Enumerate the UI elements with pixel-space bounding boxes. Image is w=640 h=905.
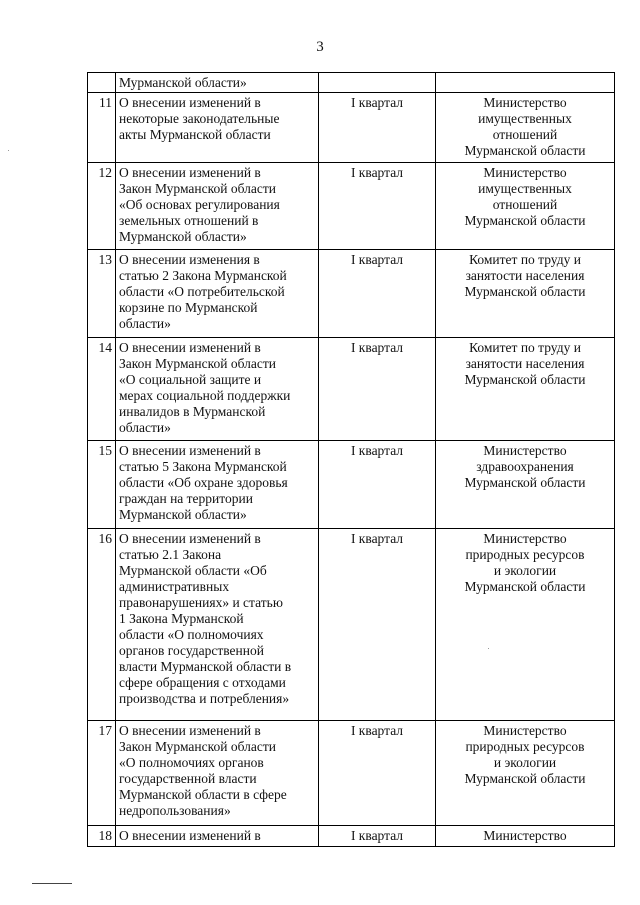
- deadline-quarter: I квартал: [319, 250, 436, 338]
- table-row: [88, 73, 615, 93]
- row-number: 17: [88, 721, 116, 826]
- scan-speck: [488, 648, 489, 649]
- row-number: 12: [88, 163, 116, 250]
- law-title: О внесении изменений в статью 5 Закона Мурманской области «Об охране здоровья граждан на территории Мурманской области»: [116, 441, 319, 529]
- law-title: Мурманской области»: [116, 73, 319, 93]
- responsible-body: Министерство имущественных отношений Мурманской области: [436, 93, 615, 163]
- deadline-quarter: I квартал: [319, 529, 436, 721]
- responsible-body: Министерство природных ресурсов и экологии Мурманской области: [436, 529, 615, 721]
- law-title: О внесении изменения в статью 2 Закона Мурманской области «О потребительской корзине по Мурманской области»: [116, 250, 319, 338]
- law-title: О внесении изменений в: [116, 826, 319, 847]
- law-title: О внесении изменений в некоторые законодательные акты Мурманской области: [116, 93, 319, 163]
- page-number: 3: [316, 39, 324, 55]
- responsible-body: Министерство здравоохранения Мурманской области: [436, 441, 615, 529]
- row-number: 16: [88, 529, 116, 721]
- table-row: [88, 93, 615, 163]
- deadline-quarter: I квартал: [319, 441, 436, 529]
- table-row: [88, 826, 615, 847]
- row-number: 18: [88, 826, 116, 847]
- law-title: О внесении изменений в Закон Мурманской области «Об основах регулирования земельных отношений в Мурманской области»: [116, 163, 319, 250]
- responsible-body: Комитет по труду и занятости населения Мурманской области: [436, 250, 615, 338]
- footer-rule: [32, 883, 72, 884]
- law-title: О внесении изменений в Закон Мурманской области «О социальной защите и мерах социальной поддержки инвалидов в Мурманской области»: [116, 338, 319, 441]
- responsible-body: Министерство природных ресурсов и экологии Мурманской области: [436, 721, 615, 826]
- law-title: О внесении изменений в Закон Мурманской области «О полномочиях органов государственной власти Мурманской области в сфере недропользования»: [116, 721, 319, 826]
- responsible-body: Министерство имущественных отношений Мурманской области: [436, 163, 615, 250]
- law-title: О внесении изменений в статью 2.1 Закона Мурманской области «Об административных правонарушениях» и статью 1 Закона Мурманской области «О полномочиях органов государственной власти Мурманской области в сфере обращения с отходами производства и потребления»: [116, 529, 319, 721]
- row-number: 14: [88, 338, 116, 441]
- table-row: [88, 441, 615, 529]
- legislation-plan-table: [87, 72, 615, 847]
- table-row: [88, 529, 615, 721]
- row-number: [88, 73, 116, 93]
- scan-speck: [8, 150, 9, 151]
- deadline-quarter: [319, 73, 436, 93]
- deadline-quarter: I квартал: [319, 826, 436, 847]
- row-number: 13: [88, 250, 116, 338]
- responsible-body: [436, 73, 615, 93]
- deadline-quarter: I квартал: [319, 338, 436, 441]
- table-row: [88, 163, 615, 250]
- responsible-body: Комитет по труду и занятости населения Мурманской области: [436, 338, 615, 441]
- deadline-quarter: I квартал: [319, 163, 436, 250]
- responsible-body: Министерство: [436, 826, 615, 847]
- deadline-quarter: I квартал: [319, 721, 436, 826]
- table-row: [88, 250, 615, 338]
- table-row: [88, 721, 615, 826]
- row-number: 11: [88, 93, 116, 163]
- table-row: [88, 338, 615, 441]
- row-number: 15: [88, 441, 116, 529]
- deadline-quarter: I квартал: [319, 93, 436, 163]
